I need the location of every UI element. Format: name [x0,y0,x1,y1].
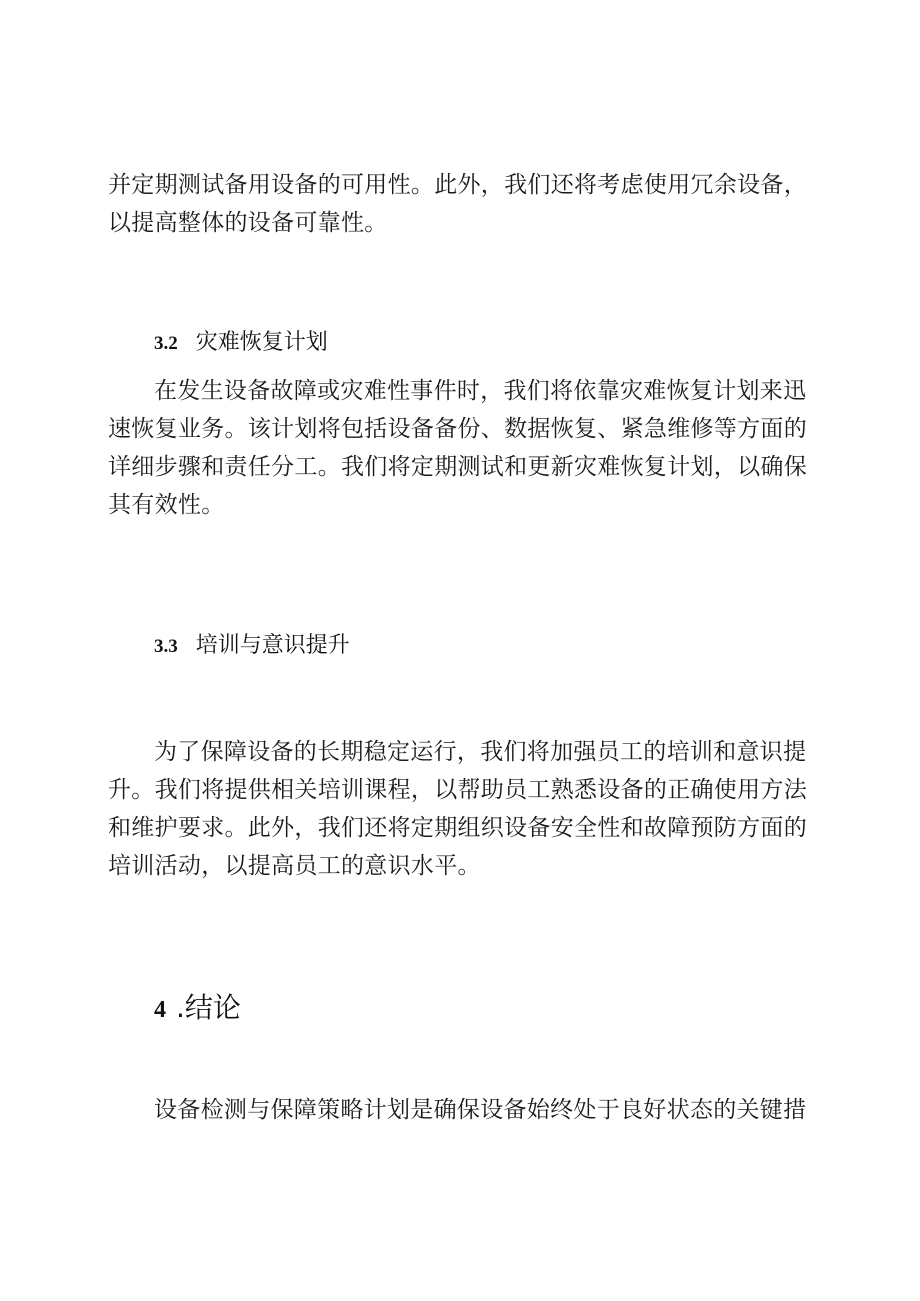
section-3-3-heading [154,631,350,662]
section-3-3-title: 培训与意识提升 [195,633,350,658]
section-4-number: 4 [154,997,166,1023]
section-3-2-number: 3.2 [154,333,178,354]
section-4-paragraph: 设备检测与保障策略计划是确保设备始终处于良好状态的关键措 [154,1097,807,1123]
continuation-paragraph [108,166,808,242]
section-3-3-number: 3.3 [154,636,178,657]
section-4-heading [154,990,241,1028]
continuation-line-2: 以提高整体的设备可靠性。 [108,210,388,236]
section-3-2-heading [154,328,328,359]
section-3-3-paragraph: 为了保障设备的长期稳定运行，我们将加强员工的培训和意识提升。我们将提供相关培训课程，以帮助员工熟悉设备的正确使用方法和维护要求。此外，我们还将定期组织设备安全性和故障预防方面的培训活动，以提高员工的意识水平。 [108,739,807,879]
section-4-title: .结论 [176,991,241,1024]
section-3-2-title: 灾难恢复计划 [195,330,328,355]
continuation-line-1: 并定期测试备用设备的可用性。此外，我们还将考虑使用冗余设备， [108,172,807,198]
section-3-2-paragraph: 在发生设备故障或灾难性事件时，我们将依靠灾难恢复计划来迅速恢复业务。该计划将包括设备备份、数据恢复、紧急维修等方面的详细步骤和责任分工。我们将定期测试和更新灾难恢复计划，以确保其有效性。 [108,378,807,518]
